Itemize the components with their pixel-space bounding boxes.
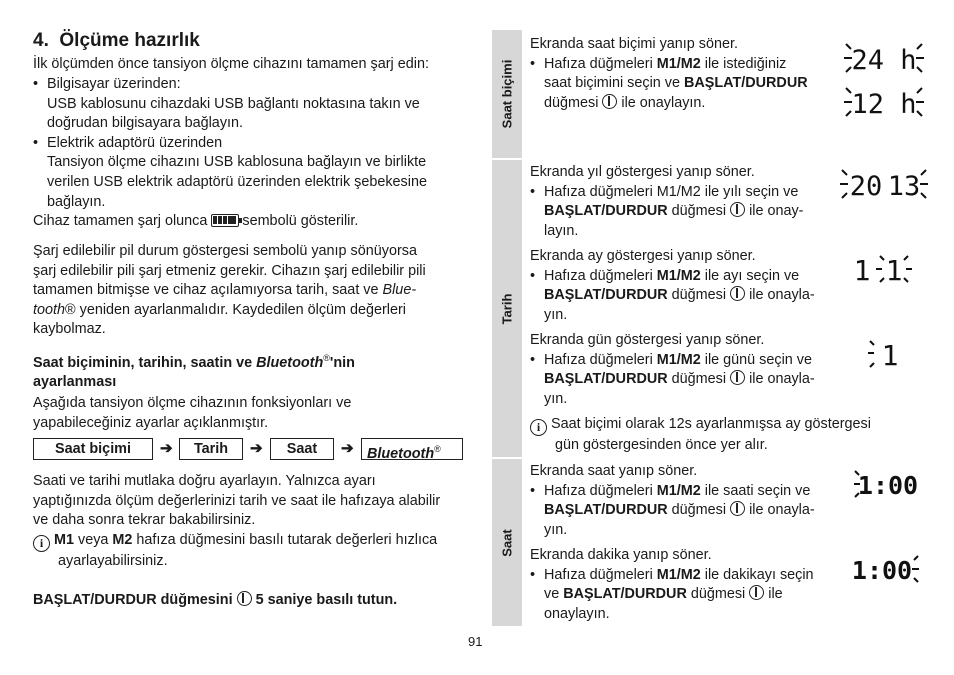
lcd-month-text-a: 1 — [853, 254, 871, 287]
bullet-list — [33, 75, 468, 232]
day-block: Ekranda gün göstergesi yanıp söner. • Hafıza düğmeleri M1/M2 ile günü seçin ve BAŞLAT/DURDUR düğmesi ile onayla- yın. — [530, 332, 815, 407]
info-note-memory: i M1 veya M2 hafıza düğmesini basılı tutarak değerleri hızlıca ayarlayabilirsiniz. — [33, 531, 473, 572]
bullet-adapter-line: bağlayın. — [47, 193, 106, 210]
power-icon — [602, 94, 617, 109]
bullet-adapter-line: Tansiyon ölçme cihazını USB kablosuna bağlayın ve birlikte — [47, 154, 427, 171]
bullet-computer-line: doğrudan bilgisayara bağlayın. — [47, 115, 244, 132]
page-number: 91 — [468, 634, 483, 649]
lcd-month-display — [852, 248, 914, 292]
power-icon — [730, 202, 745, 217]
minute-block: Ekranda dakika yanıp söner. • Hafıza düğmeleri M1/M2 ile dakikayı seçin ve BAŞLAT/DURDUR düğmesi ile onaylayın. — [530, 547, 814, 622]
lcd-year-text-a: 20 — [849, 171, 883, 202]
flow-arrow-icon: ➔ — [341, 440, 354, 457]
power-icon — [730, 370, 745, 385]
hour-block: Ekranda saat yanıp söner. • Hafıza düğmeleri M1/M2 ile saati seçin ve BAŞLAT/DURDUR düğmesi ile onayla- yın. — [530, 463, 815, 538]
info-icon: i — [530, 419, 547, 436]
flow-arrow-icon: ➔ — [250, 440, 263, 457]
month-block: Ekranda ay göstergesi yanıp söner. • Hafıza düğmeleri M1/M2 ile ayı seçin ve BAŞLAT/DURDUR düğmesi ile onayla- yın. — [530, 248, 815, 323]
lcd-12h-display — [842, 82, 926, 126]
lcd-month-text-b: 1 — [885, 254, 903, 287]
lcd-year-text-b: 13 — [887, 171, 921, 202]
sidebar-time-format: Saat biçimi — [492, 30, 522, 158]
sidebar-time: Saat — [492, 459, 522, 626]
section-heading: 4. Ölçüme hazırlık — [33, 30, 200, 51]
bullet-adapter-line: verilen USB elektrik adaptörü üzerinden elektrik şebekesine — [47, 173, 427, 190]
bullet-computer-line: USB kablosunu cihazdaki USB bağlantı noktasına takın ve — [47, 95, 420, 112]
final-instruction: BAŞLAT/DURDUR düğmesini 5 saniye basılı tutun. — [33, 592, 398, 608]
intro-text: İlk ölçümden önce tansiyon ölçme cihazını tamamen şarj edin: — [33, 56, 429, 72]
flow-box-date: Tarih — [179, 438, 243, 460]
time-format-block: Ekranda saat biçimi yanıp söner. • Hafıza düğmeleri M1/M2 ile istediğiniz saat biçimini seçin ve BAŞLAT/DURDUR düğmesi ile onaylayın. — [530, 36, 808, 111]
lcd-hour-text: 1:00 — [857, 471, 918, 500]
battery-paragraph: Şarj edilebilir pil durum göstergesi sembolü yanıp sönüyorsa şarj edilebilir pili şarj etmeniz gerekir. Cihazın şarj edilebilir pili tamamen bitmişse ve cihaz açılamıyorsa tarih, saat ve Blue- tooth® yeniden ayarlanmalıdır. Kaydedilen ölçüm değerleri kaybolmaz. — [33, 243, 426, 338]
flow-box-bluetooth: Bluetooth® — [361, 438, 463, 460]
bullet-computer: • Bilgisayar üzerinden: — [33, 76, 181, 92]
sidebar-date: Tarih — [492, 160, 522, 457]
lcd-hour-display — [852, 463, 918, 507]
charged-line: Cihaz tamamen şarj olunca sembolü gösterilir. — [33, 213, 359, 230]
power-icon — [730, 501, 745, 516]
lcd-minute-display — [852, 548, 922, 592]
power-icon — [749, 585, 764, 600]
flow-box-time: Saat — [270, 438, 334, 460]
lcd-day-display — [866, 333, 906, 377]
lcd-minute-text: 1:00 — [852, 556, 913, 585]
lcd-year-display — [838, 164, 930, 208]
lcd-day-text: 1 — [881, 339, 899, 372]
flow-arrow-icon: ➔ — [160, 440, 173, 457]
settings-intro: Aşağıda tansiyon ölçme cihazının fonksiyonları ve yapabileceğiniz ayarlar açıklanmıştır. — [33, 395, 352, 431]
battery-icon — [211, 214, 239, 227]
lcd-12h-text: 12 h — [851, 89, 917, 120]
flow-box-time-format: Saat biçimi — [33, 438, 153, 460]
accuracy-paragraph: Saati ve tarihi mutlaka doğru ayarlayın. Yalnızca ayarı yaptığınızda ölçüm değerlerinizi tarih ve saat ile hafızaya alabilir ve daha sonra tekrar bakabilirsiniz. — [33, 473, 441, 529]
power-icon — [730, 286, 745, 301]
power-icon — [237, 591, 252, 606]
lcd-24h-display — [842, 38, 926, 82]
settings-subheading: Saat biçiminin, tarihin, saatin ve Bluetooth®'nin ayarlanması — [33, 353, 355, 391]
bullet-adapter: • Elektrik adaptörü üzerinden — [33, 134, 223, 151]
year-block: Ekranda yıl göstergesi yanıp söner. • Hafıza düğmeleri M1/M2 ile yılı seçin ve BAŞLAT/DURDUR düğmesi ile onay- layın. — [530, 164, 804, 239]
lcd-24h-text: 24 h — [851, 45, 917, 76]
info-note-date-order: i Saat biçimi olarak 12s ayarlanmışsa ay göstergesi gün göstergesinden önce yer alır. — [530, 415, 910, 456]
info-icon: i — [33, 535, 50, 552]
